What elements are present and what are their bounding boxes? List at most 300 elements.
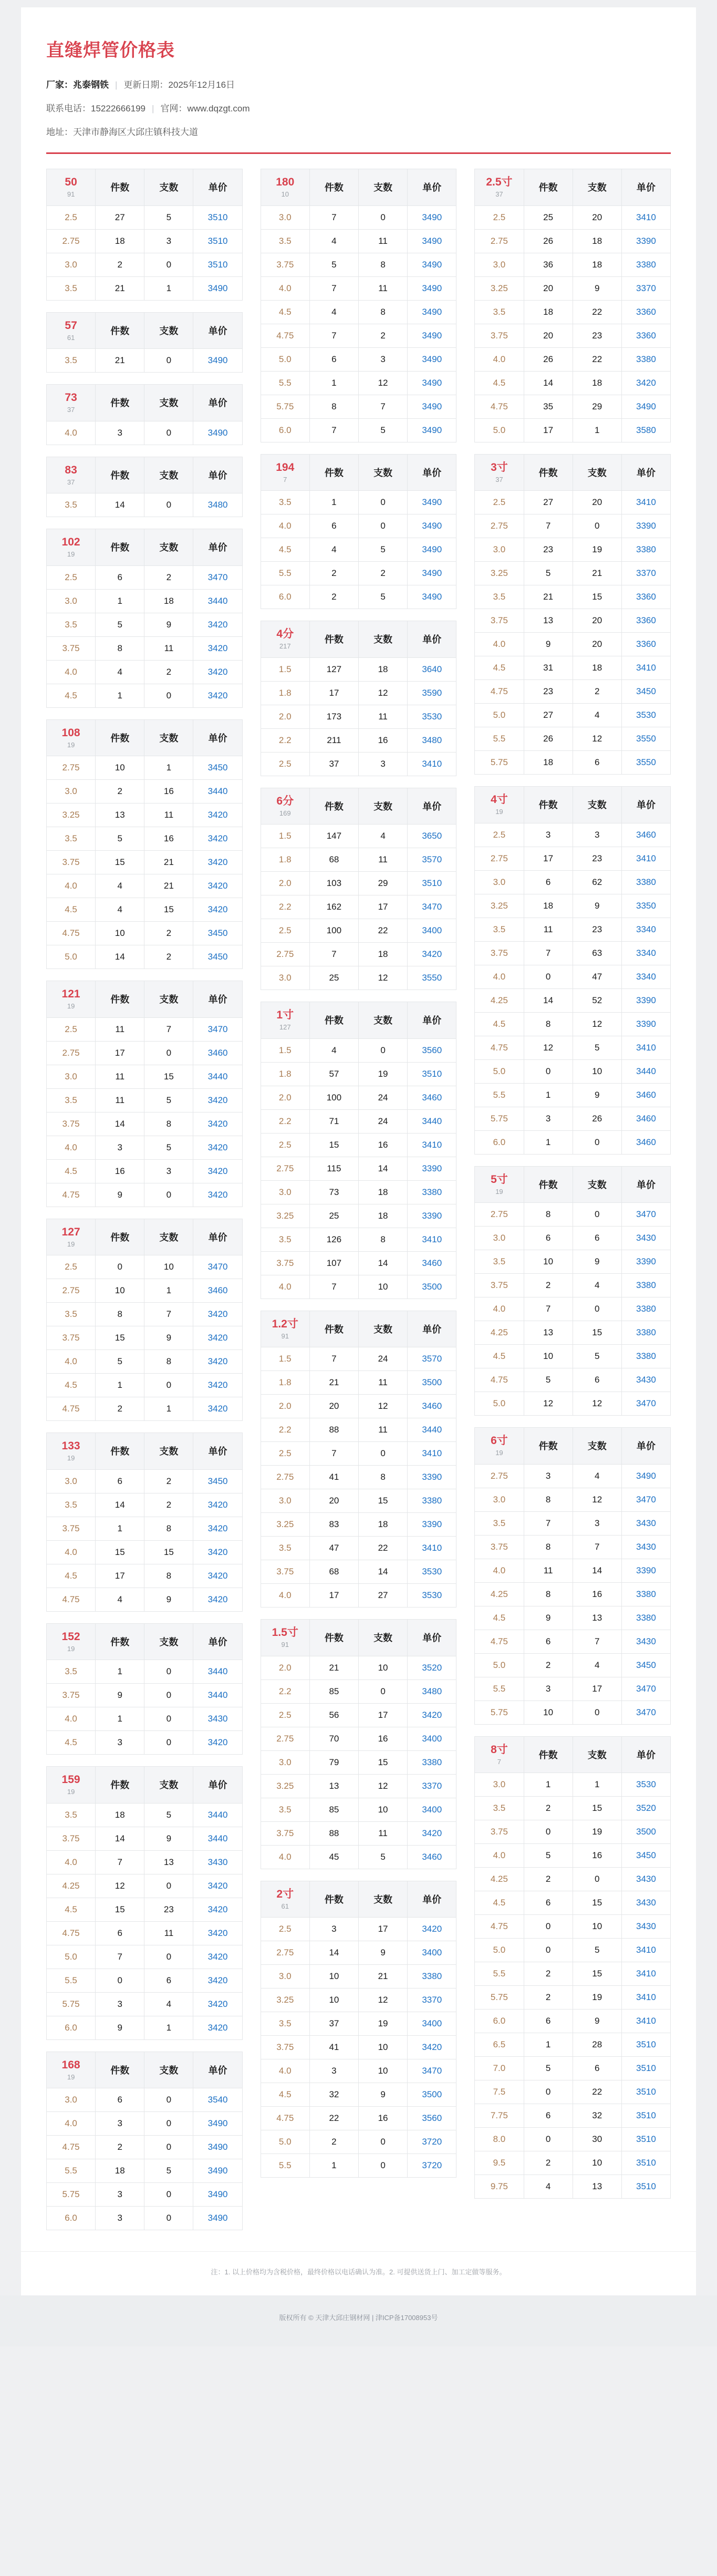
unit-price[interactable]: 3490 <box>408 538 456 562</box>
pipe-size: 168 <box>61 2058 80 2071</box>
pieces-cell: 15 <box>96 1898 144 1921</box>
unit-price[interactable]: 3450 <box>621 1653 670 1677</box>
unit-price[interactable]: 3410 <box>621 1986 670 2010</box>
unit-price[interactable]: 3470 <box>193 1255 242 1279</box>
unit-price[interactable]: 3440 <box>193 1660 242 1684</box>
unit-price[interactable]: 3480 <box>408 728 456 752</box>
pieces-cell: 21 <box>309 1656 358 1679</box>
thickness-cell: 5.5 <box>475 1083 524 1107</box>
unit-price[interactable]: 3390 <box>621 1250 670 1274</box>
unit-price[interactable]: 3550 <box>408 966 456 990</box>
unit-price[interactable]: 3380 <box>621 253 670 276</box>
unit-price[interactable]: 3420 <box>193 636 242 660</box>
unit-price[interactable]: 3490 <box>408 395 456 418</box>
unit-price[interactable]: 3510 <box>193 253 242 276</box>
thickness-cell: 3.5 <box>475 1797 524 1820</box>
sticks-cell: 12 <box>573 1392 621 1416</box>
unit-price[interactable]: 3360 <box>621 300 670 324</box>
thickness-cell: 4.75 <box>475 395 524 418</box>
unit-price[interactable]: 3410 <box>408 1133 456 1157</box>
unit-price[interactable]: 3470 <box>408 2059 456 2083</box>
unit-price[interactable]: 3420 <box>193 684 242 707</box>
unit-price[interactable]: 3380 <box>621 1321 670 1345</box>
sticks-cell: 17 <box>358 1703 407 1727</box>
unit-price[interactable]: 3370 <box>621 562 670 585</box>
price-tables-grid <box>46 169 671 2230</box>
unit-price[interactable]: 3440 <box>408 1418 456 1442</box>
price-table-73 <box>46 384 243 445</box>
unit-price[interactable]: 3460 <box>621 823 670 847</box>
unit-price[interactable]: 3480 <box>193 493 242 517</box>
unit-price[interactable]: 3500 <box>408 1371 456 1395</box>
unit-price[interactable]: 3510 <box>621 2104 670 2128</box>
unit-price[interactable]: 3400 <box>408 919 456 943</box>
unit-price[interactable]: 3420 <box>193 874 242 898</box>
unit-price[interactable]: 3420 <box>408 943 456 966</box>
unit-price[interactable]: 3430 <box>621 1511 670 1535</box>
col-header-pieces: 件数 <box>309 1311 358 1347</box>
unit-price[interactable]: 3550 <box>621 727 670 751</box>
unit-price[interactable]: 3420 <box>193 2016 242 2039</box>
unit-price[interactable]: 3380 <box>621 1297 670 1321</box>
unit-price[interactable]: 3510 <box>621 2080 670 2104</box>
sticks-cell: 7 <box>144 1303 193 1326</box>
price-row <box>47 1374 243 1397</box>
pieces-cell: 0 <box>524 2128 573 2151</box>
unit-price[interactable]: 3420 <box>193 1921 242 1945</box>
unit-price[interactable]: 3370 <box>621 276 670 300</box>
unit-price[interactable]: 3430 <box>193 1850 242 1874</box>
unit-price[interactable]: 3490 <box>408 491 456 514</box>
unit-price[interactable]: 3340 <box>621 941 670 965</box>
unit-price[interactable]: 3410 <box>621 1962 670 1986</box>
unit-price[interactable]: 3440 <box>193 1803 242 1827</box>
sticks-cell: 18 <box>358 657 407 681</box>
pieces-cell: 6 <box>524 1891 573 1915</box>
thickness-cell: 2.75 <box>475 847 524 870</box>
unit-price[interactable]: 3590 <box>408 681 456 705</box>
unit-price[interactable]: 3560 <box>408 1038 456 1062</box>
unit-price[interactable]: 3470 <box>621 1701 670 1724</box>
unit-price[interactable]: 3390 <box>621 1012 670 1036</box>
pipe-size: 1.5寸 <box>272 1626 298 1639</box>
price-table-121 <box>46 981 243 1207</box>
price-row <box>475 1488 671 1511</box>
unit-price[interactable]: 3470 <box>621 1677 670 1701</box>
pieces-cell: 18 <box>524 894 573 918</box>
unit-price[interactable]: 3490 <box>408 205 456 229</box>
sticks-cell: 3 <box>573 1511 621 1535</box>
unit-price[interactable]: 3450 <box>621 1844 670 1868</box>
unit-price[interactable]: 3570 <box>408 848 456 872</box>
unit-price[interactable]: 3420 <box>193 1945 242 1969</box>
unit-price[interactable]: 3430 <box>621 1915 670 1939</box>
unit-price[interactable]: 3440 <box>193 780 242 803</box>
unit-price[interactable]: 3520 <box>408 1656 456 1679</box>
unit-price[interactable]: 3490 <box>408 324 456 347</box>
unit-price[interactable]: 3420 <box>621 371 670 395</box>
unit-price[interactable]: 3390 <box>408 1157 456 1180</box>
unit-price[interactable]: 3510 <box>193 205 242 229</box>
unit-price[interactable]: 3470 <box>408 895 456 919</box>
unit-price[interactable]: 3430 <box>621 1630 670 1653</box>
unit-price[interactable]: 3480 <box>408 1679 456 1703</box>
unit-price[interactable]: 3420 <box>193 1540 242 1564</box>
thickness-cell: 4.0 <box>47 1540 96 1564</box>
unit-price[interactable]: 3400 <box>408 1727 456 1750</box>
unit-price[interactable]: 3380 <box>408 1489 456 1513</box>
thickness-cell: 2.2 <box>261 728 309 752</box>
price-table-2.5寸 <box>474 169 671 442</box>
unit-price[interactable]: 3410 <box>621 205 670 229</box>
unit-price[interactable]: 3490 <box>408 418 456 442</box>
unit-price[interactable]: 3370 <box>408 1774 456 1798</box>
sticks-cell: 24 <box>358 1347 407 1371</box>
unit-price[interactable]: 3380 <box>621 1345 670 1368</box>
sticks-cell: 6 <box>573 2057 621 2080</box>
unit-price[interactable]: 3420 <box>193 613 242 636</box>
unit-price[interactable]: 3450 <box>621 680 670 704</box>
price-row <box>261 1750 456 1774</box>
unit-price[interactable]: 3440 <box>408 1109 456 1133</box>
unit-price[interactable]: 3420 <box>193 1112 242 1136</box>
unit-price[interactable]: 3420 <box>193 1136 242 1159</box>
unit-price[interactable]: 3530 <box>408 1560 456 1584</box>
website-url[interactable]: www.dqzgt.com <box>187 104 250 114</box>
unit-price[interactable]: 3410 <box>621 847 670 870</box>
price-row <box>261 395 456 418</box>
unit-price[interactable]: 3420 <box>193 1303 242 1326</box>
sticks-cell: 3 <box>144 1159 193 1183</box>
unit-price[interactable]: 3390 <box>621 514 670 538</box>
unit-price[interactable]: 3500 <box>621 1820 670 1844</box>
unit-price[interactable]: 3410 <box>621 491 670 514</box>
unit-price[interactable]: 3530 <box>621 1773 670 1797</box>
price-row <box>475 870 671 894</box>
pieces-cell: 7 <box>524 1511 573 1535</box>
unit-price[interactable]: 3390 <box>621 229 670 253</box>
price-row <box>47 229 243 253</box>
unit-price[interactable]: 3440 <box>193 1684 242 1707</box>
unit-price[interactable]: 3380 <box>621 347 670 371</box>
unit-price[interactable]: 3490 <box>193 2136 242 2159</box>
unit-price[interactable]: 3460 <box>621 1107 670 1130</box>
thickness-cell: 4.0 <box>475 1844 524 1868</box>
unit-price[interactable]: 3420 <box>193 660 242 684</box>
pipe-size-sub-count: 19 <box>495 1449 503 1457</box>
unit-price[interactable]: 3490 <box>193 421 242 445</box>
unit-price[interactable]: 3650 <box>408 825 456 848</box>
sticks-cell: 1 <box>573 418 621 442</box>
unit-price[interactable]: 3410 <box>408 1442 456 1466</box>
unit-price[interactable]: 3460 <box>408 1086 456 1109</box>
unit-price[interactable]: 3510 <box>408 1062 456 1086</box>
unit-price[interactable]: 3490 <box>621 1464 670 1488</box>
sticks-cell: 0 <box>358 2130 407 2154</box>
unit-price[interactable]: 3430 <box>621 1368 670 1392</box>
unit-price[interactable]: 3530 <box>621 704 670 727</box>
pieces-cell: 3 <box>96 2183 144 2207</box>
unit-price[interactable]: 3400 <box>408 1941 456 1965</box>
price-row <box>475 1250 671 1274</box>
unit-price[interactable]: 3720 <box>408 2130 456 2154</box>
unit-price[interactable]: 3420 <box>193 1874 242 1898</box>
thickness-cell: 2.75 <box>475 229 524 253</box>
unit-price[interactable]: 3390 <box>408 1513 456 1537</box>
unit-price[interactable]: 3380 <box>408 1965 456 1988</box>
pieces-cell: 2 <box>96 2136 144 2159</box>
unit-price[interactable]: 3550 <box>621 751 670 775</box>
unit-price[interactable]: 3500 <box>408 2083 456 2107</box>
unit-price[interactable]: 3540 <box>193 2088 242 2112</box>
pieces-cell: 0 <box>96 1255 144 1279</box>
unit-price[interactable]: 3450 <box>193 945 242 969</box>
unit-price[interactable]: 3380 <box>408 1180 456 1204</box>
unit-price[interactable]: 3410 <box>408 752 456 776</box>
unit-price[interactable]: 3460 <box>408 1395 456 1418</box>
unit-price[interactable]: 3510 <box>621 2151 670 2175</box>
unit-price[interactable]: 3460 <box>621 1130 670 1154</box>
unit-price[interactable]: 3420 <box>193 1992 242 2016</box>
sticks-cell: 16 <box>144 780 193 803</box>
unit-price[interactable]: 3420 <box>193 1898 242 1921</box>
unit-price[interactable]: 3360 <box>621 324 670 347</box>
sticks-cell: 0 <box>144 421 193 445</box>
table-header-row <box>475 1736 671 1773</box>
pipe-size: 2寸 <box>276 1888 294 1900</box>
price-row <box>261 1086 456 1109</box>
unit-price[interactable]: 3340 <box>621 918 670 941</box>
sticks-cell: 15 <box>573 1797 621 1820</box>
unit-price[interactable]: 3410 <box>621 1036 670 1059</box>
unit-price[interactable]: 3420 <box>193 1159 242 1183</box>
unit-price[interactable]: 3720 <box>408 2154 456 2178</box>
unit-price[interactable]: 3490 <box>193 2112 242 2136</box>
thickness-cell: 5.0 <box>475 418 524 442</box>
unit-price[interactable]: 3380 <box>621 1274 670 1297</box>
unit-price[interactable]: 3460 <box>408 1845 456 1869</box>
unit-price[interactable]: 3420 <box>193 1326 242 1350</box>
unit-price[interactable]: 3510 <box>621 2033 670 2057</box>
col-header-pieces: 件数 <box>309 454 358 491</box>
col-header-price: 单价 <box>621 169 670 206</box>
unit-price[interactable]: 3430 <box>193 1707 242 1731</box>
unit-price[interactable]: 3490 <box>408 229 456 253</box>
unit-price[interactable]: 3370 <box>408 1988 456 2012</box>
unit-price[interactable]: 3490 <box>193 349 242 373</box>
unit-price[interactable]: 3520 <box>621 1797 670 1820</box>
unit-price[interactable]: 3420 <box>408 1918 456 1941</box>
unit-price[interactable]: 3360 <box>621 585 670 609</box>
unit-price[interactable]: 3390 <box>621 1559 670 1582</box>
unit-price[interactable]: 3510 <box>408 872 456 895</box>
price-row <box>475 1939 671 1962</box>
unit-price[interactable]: 3460 <box>193 1041 242 1065</box>
unit-price[interactable]: 3490 <box>408 347 456 371</box>
price-row <box>47 1540 243 1564</box>
unit-price[interactable]: 3380 <box>408 1750 456 1774</box>
pipe-size-sub-count: 61 <box>281 1902 289 1910</box>
unit-price[interactable]: 3410 <box>408 1228 456 1251</box>
unit-price[interactable]: 3500 <box>408 1275 456 1299</box>
price-row <box>261 728 456 752</box>
price-row <box>261 1204 456 1228</box>
col-header-price: 单价 <box>408 1002 456 1039</box>
unit-price[interactable]: 3420 <box>193 1493 242 1517</box>
sticks-cell: 16 <box>144 827 193 851</box>
unit-price[interactable]: 3490 <box>408 562 456 585</box>
unit-price[interactable]: 3470 <box>621 1203 670 1227</box>
unit-price[interactable]: 3410 <box>621 1939 670 1962</box>
price-row <box>47 565 243 589</box>
unit-price[interactable]: 3430 <box>621 1891 670 1915</box>
pieces-cell: 57 <box>309 1062 358 1086</box>
unit-price[interactable]: 3420 <box>193 1517 242 1540</box>
pieces-cell: 1 <box>96 1374 144 1397</box>
unit-price[interactable]: 3490 <box>408 514 456 538</box>
sticks-cell: 24 <box>358 1109 407 1133</box>
pieces-cell: 13 <box>524 1321 573 1345</box>
unit-price[interactable]: 3510 <box>621 2175 670 2199</box>
price-row <box>475 1582 671 1606</box>
unit-price[interactable]: 3440 <box>193 1827 242 1850</box>
unit-price[interactable]: 3440 <box>193 1065 242 1088</box>
thickness-cell: 4.25 <box>47 1874 96 1898</box>
unit-price[interactable]: 3420 <box>408 1703 456 1727</box>
pieces-cell: 4 <box>96 1588 144 1611</box>
sticks-cell: 22 <box>573 347 621 371</box>
unit-price[interactable]: 3420 <box>408 2036 456 2059</box>
unit-price[interactable]: 3490 <box>408 300 456 324</box>
unit-price[interactable]: 3380 <box>621 870 670 894</box>
sticks-cell: 30 <box>573 2128 621 2151</box>
price-row <box>475 1083 671 1107</box>
unit-price[interactable]: 3380 <box>621 1582 670 1606</box>
unit-price[interactable]: 3460 <box>621 1083 670 1107</box>
unit-price[interactable]: 3420 <box>193 1350 242 1374</box>
unit-price[interactable]: 3420 <box>193 1183 242 1207</box>
thickness-cell: 2.75 <box>261 1466 309 1489</box>
unit-price[interactable]: 3470 <box>621 1488 670 1511</box>
pieces-cell: 2 <box>309 562 358 585</box>
price-row <box>261 895 456 919</box>
unit-price[interactable]: 3350 <box>621 894 670 918</box>
unit-price[interactable]: 3340 <box>621 965 670 988</box>
unit-price[interactable]: 3490 <box>193 2159 242 2183</box>
price-row <box>261 1727 456 1750</box>
unit-price[interactable]: 3450 <box>193 1469 242 1493</box>
thickness-cell: 3.5 <box>47 493 96 517</box>
unit-price[interactable]: 3490 <box>621 395 670 418</box>
unit-price[interactable]: 3530 <box>408 1584 456 1608</box>
unit-price[interactable]: 3420 <box>193 1731 242 1755</box>
thickness-cell: 3.0 <box>475 538 524 562</box>
unit-price[interactable]: 3530 <box>408 705 456 728</box>
sticks-cell: 11 <box>144 803 193 827</box>
price-row <box>47 874 243 898</box>
unit-price[interactable]: 3400 <box>408 2012 456 2036</box>
unit-price[interactable]: 3420 <box>408 1821 456 1845</box>
pieces-cell: 22 <box>309 2107 358 2130</box>
sticks-cell: 4 <box>573 704 621 727</box>
vendor-label: 厂家： <box>46 80 73 90</box>
pieces-cell: 2 <box>309 2130 358 2154</box>
unit-price[interactable]: 3360 <box>621 609 670 633</box>
sticks-cell: 9 <box>573 1250 621 1274</box>
unit-price[interactable]: 3420 <box>193 1588 242 1611</box>
unit-price[interactable]: 3470 <box>193 1017 242 1041</box>
unit-price[interactable]: 3390 <box>408 1204 456 1228</box>
price-row <box>475 609 671 633</box>
unit-price[interactable]: 3430 <box>621 1868 670 1891</box>
unit-price[interactable]: 3360 <box>621 633 670 656</box>
table-header-row <box>261 169 456 206</box>
unit-price[interactable]: 3410 <box>621 2010 670 2033</box>
unit-price[interactable]: 3380 <box>621 1606 670 1630</box>
unit-price[interactable]: 3510 <box>621 2128 670 2151</box>
unit-price[interactable]: 3410 <box>408 1537 456 1560</box>
unit-price[interactable]: 3580 <box>621 418 670 442</box>
unit-price[interactable]: 3510 <box>193 229 242 253</box>
unit-price[interactable]: 3560 <box>408 2107 456 2130</box>
unit-price[interactable]: 3380 <box>621 538 670 562</box>
unit-price[interactable]: 3470 <box>621 1392 670 1416</box>
unit-price[interactable]: 3460 <box>193 1279 242 1303</box>
unit-price[interactable]: 3420 <box>193 827 242 851</box>
unit-price[interactable]: 3420 <box>193 803 242 827</box>
unit-price[interactable]: 3440 <box>621 1059 670 1083</box>
unit-price[interactable]: 3420 <box>193 1564 242 1588</box>
unit-price[interactable]: 3460 <box>408 1251 456 1275</box>
unit-price[interactable]: 3420 <box>193 1969 242 1992</box>
unit-price[interactable]: 3490 <box>408 253 456 276</box>
unit-price[interactable]: 3420 <box>193 1088 242 1112</box>
unit-price[interactable]: 3570 <box>408 1347 456 1371</box>
unit-price[interactable]: 3490 <box>193 2207 242 2230</box>
unit-price[interactable]: 3450 <box>193 922 242 945</box>
col-header-sticks: 支数 <box>573 169 621 206</box>
unit-price[interactable]: 3490 <box>193 276 242 300</box>
pieces-cell: 10 <box>96 1279 144 1303</box>
unit-price[interactable]: 3420 <box>193 1397 242 1421</box>
sticks-cell: 10 <box>358 2036 407 2059</box>
thickness-cell: 6.0 <box>475 2010 524 2033</box>
unit-price[interactable]: 3510 <box>621 2057 670 2080</box>
unit-price[interactable]: 3390 <box>408 1466 456 1489</box>
unit-price[interactable]: 3490 <box>408 371 456 395</box>
unit-price[interactable]: 3430 <box>621 1227 670 1250</box>
price-table-4寸 <box>474 786 671 1155</box>
unit-price[interactable]: 3450 <box>193 756 242 780</box>
unit-price[interactable]: 3400 <box>408 1798 456 1821</box>
unit-price[interactable]: 3490 <box>193 2183 242 2207</box>
unit-price[interactable]: 3640 <box>408 657 456 681</box>
unit-price[interactable]: 3470 <box>193 565 242 589</box>
unit-price[interactable]: 3490 <box>408 276 456 300</box>
unit-price[interactable]: 3410 <box>621 656 670 680</box>
thickness-cell: 2.75 <box>261 1941 309 1965</box>
unit-price[interactable]: 3420 <box>193 898 242 922</box>
unit-price[interactable]: 3420 <box>193 1374 242 1397</box>
unit-price[interactable]: 3430 <box>621 1535 670 1559</box>
unit-price[interactable]: 3490 <box>408 585 456 609</box>
unit-price[interactable]: 3440 <box>193 589 242 613</box>
unit-price[interactable]: 3420 <box>193 851 242 874</box>
price-row <box>47 1279 243 1303</box>
price-row <box>475 491 671 514</box>
pieces-cell: 3 <box>524 1464 573 1488</box>
unit-price[interactable]: 3390 <box>621 988 670 1012</box>
